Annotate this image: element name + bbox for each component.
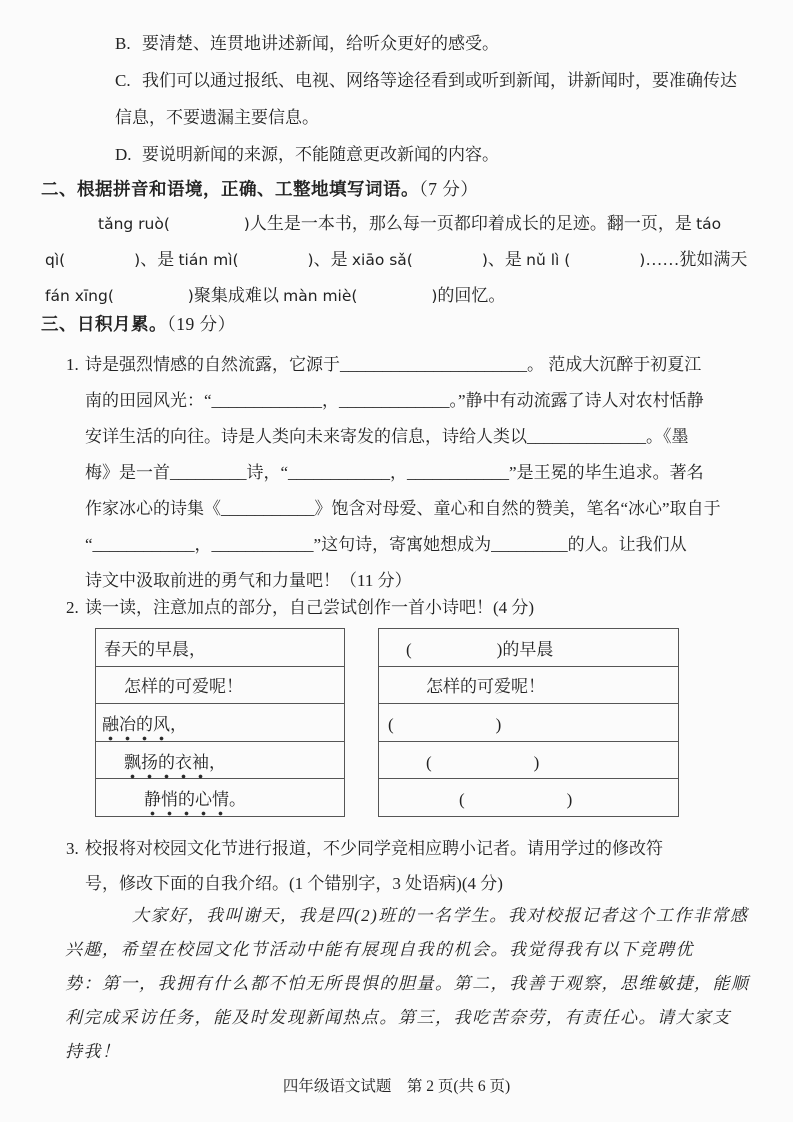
- question-3: [66, 831, 765, 901]
- poem-practice-row: ( )的早晨: [379, 629, 678, 667]
- question-2-line: [66, 589, 765, 626]
- poem-box-original: [95, 628, 345, 817]
- pinyin-line-1: tǎng ruò( )人生是一本书，那么每一页都印着成长的足迹。翻一页，是 táo: [98, 214, 722, 233]
- option-c-text-2: 信息，不要遗漏主要信息。: [115, 108, 319, 127]
- poem-emphasized-text: 融冶的风: [102, 710, 170, 742]
- poem-row: [96, 667, 344, 705]
- poem-emphasized-text: 静悄的心情: [144, 785, 229, 817]
- intro-line-5: 持我！: [65, 1042, 121, 1061]
- option-d-label: D.: [115, 145, 132, 164]
- poem-practice-row: ( ): [459, 790, 573, 810]
- question-1-line-2: 南的田园风光：“_____________，_____________。”静中有动流露了诗人对农村恬静: [85, 391, 704, 410]
- option-d-text: 要说明新闻的来源，不能随意更改新闻的内容。: [142, 145, 499, 164]
- option-b-text: 要清楚、连贯地讲述新闻，给听众更好的感受。: [142, 34, 499, 53]
- option-b-line: [88, 25, 748, 62]
- poem-row: [96, 629, 344, 667]
- option-c-line-2: [88, 99, 748, 136]
- poem-text: 春天的早晨，: [104, 639, 206, 659]
- question-3-line-1: [66, 831, 765, 866]
- pinyin-line-2: qì( )、是 tián mì( )、是 xiāo sǎ( )、是 nǔ lì ( )……犹如满天: [45, 250, 748, 269]
- option-b-label: B.: [115, 34, 131, 53]
- poem-practice-row: ( ): [379, 742, 678, 780]
- question-3-line-2: 号，修改下面的自我介绍。(1 个错别字，3 处语病)(4 分): [85, 874, 503, 893]
- self-introduction-paragraph: [65, 899, 750, 1069]
- question-1-line-3: 安详生活的向往。诗是人类向未来寄发的信息，诗给人类以______________。《墨: [85, 427, 689, 446]
- section-2-score: （7 分）: [419, 179, 479, 199]
- question-1-number: 1.: [66, 355, 79, 374]
- option-c-text: 我们可以通过报纸、电视、网络等途径看到或听到新闻，讲新闻时，要准确传达: [142, 71, 737, 90]
- intro-line-2: 兴趣，希望在校园文化节活动中能有展现自我的机会。我觉得我有以下竞聘优: [65, 940, 694, 959]
- question-1-line-1: [66, 347, 765, 383]
- choice-options: [88, 25, 748, 173]
- section-3-title: 三、日积月累。: [41, 314, 167, 334]
- poem-row: [96, 742, 344, 780]
- option-d-line: [88, 136, 748, 173]
- poem-practice-row: ( ): [379, 704, 678, 742]
- pinyin-line-3: fán xīng( )聚集成难以 màn miè( )的回忆。: [45, 286, 506, 305]
- section-2-heading: [41, 171, 478, 208]
- section-2-title: 二、根据拼音和语境，正确、工整地填写词语。: [41, 179, 419, 199]
- poem-text: 。: [229, 790, 246, 810]
- question-3-number: 3.: [66, 839, 79, 858]
- poem-text: ，: [170, 714, 187, 734]
- poem-text: ，: [209, 752, 226, 772]
- section-3-heading: [41, 306, 236, 343]
- intro-line-4: 利完成采访任务，能及时发现新闻热点。第三，我吃苦奈劳，有责任心。请大家支: [65, 1008, 731, 1027]
- intro-line-1: 大家好，我叫谢天，我是四(2)班的一名学生。我对校报记者这个工作非常感: [132, 906, 749, 925]
- question-2-number: 2.: [66, 598, 79, 617]
- question-1-line-4: 梅》是一首_________诗，“____________，____________”是王冕的毕生追求。著名: [85, 463, 704, 482]
- question-2: [66, 589, 765, 626]
- option-c-line: [88, 62, 748, 99]
- pinyin-paragraph: [45, 206, 748, 314]
- question-1-line-6: “____________，____________”这句诗，寄寓她想成为_________的人。让我们从: [85, 535, 687, 554]
- option-c-label: C.: [115, 71, 131, 90]
- section-3-score: （19 分）: [167, 314, 236, 334]
- poem-practice-row: 怎样的可爱呢！: [379, 667, 678, 705]
- question-2-text: 读一读，注意加点的部分，自己尝试创作一首小诗吧！(4 分): [85, 598, 535, 617]
- intro-line-3: 势：第一，我拥有什么都不怕无所畏惧的胆量。第二，我善于观察，思维敏捷，能顺: [65, 974, 750, 993]
- question-1-line-7: 诗文中汲取前进的勇气和力量吧！（11 分）: [85, 571, 412, 590]
- question-3-text-1: 校报将对校园文化节进行报道，不少同学竞相应聘小记者。请用学过的修改符: [85, 839, 663, 858]
- question-1-line-5: 作家冰心的诗集《___________》饱含对母爱、童心和自然的赞美，笔名“冰心”取自于: [85, 499, 721, 518]
- question-1-text-1: 诗是强烈情感的自然流露，它源于______________________。 范成大沉醉于初夏江: [85, 355, 702, 374]
- question-1: [66, 347, 765, 599]
- page-footer: 四年级语文试题 第 2 页(共 6 页): [282, 1078, 511, 1095]
- poem-text: 怎样的可爱呢！: [124, 677, 243, 697]
- poem-box-practice: [378, 628, 679, 817]
- poem-row: [96, 704, 344, 742]
- poem-row: [96, 779, 344, 816]
- poem-emphasized-text: 飘扬的衣袖: [124, 748, 209, 780]
